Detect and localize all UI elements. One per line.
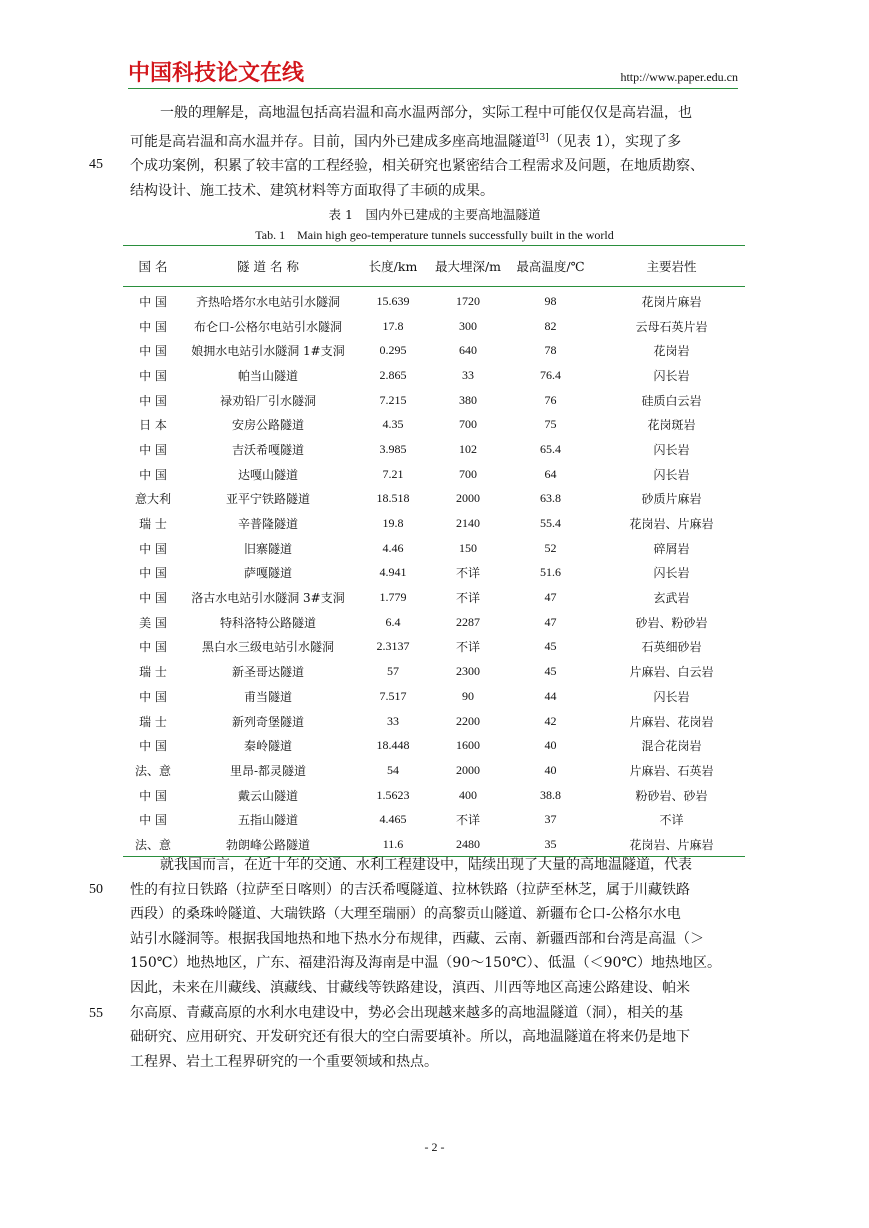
cell-country: 美 国 [139,615,167,630]
cell-max-temp: 52 [544,540,557,555]
cell-country: 中 国 [139,467,167,482]
cell-depth: 2287 [456,614,480,629]
cell-depth: 400 [459,787,477,802]
cell-country: 中 国 [139,689,167,704]
cell-max-temp: 38.8 [540,787,561,802]
cell-depth: 2140 [456,516,480,531]
table-row [123,511,745,536]
cell-country: 中 国 [139,566,167,581]
citation-ref[interactable]: [3] [536,132,549,143]
cell-lithology: 砂岩、粉砂岩 [635,615,708,630]
cell-country: 意大利 [134,492,171,507]
header-country: 国 名 [138,259,168,274]
table-row [123,561,745,586]
cell-country: 中 国 [139,591,167,606]
cell-depth: 380 [459,392,477,407]
text-line: 尔高原、青藏高原的水利水电建设中，势必会出现越来越多的高地温隧道（洞），相关的基 [130,1004,683,1021]
cell-depth: 2200 [456,713,480,728]
header-tunnel-name: 隧 道 名 称 [237,259,299,274]
table-row [123,684,745,709]
cell-lithology: 片麻岩、花岗岩 [629,714,714,729]
table-row [123,733,745,758]
cell-country: 中 国 [139,344,167,359]
text-line: 150℃）地热地区，广东、福建沿海及海南是中温（90～150℃）、低温（＜90℃）地热地区。 [130,955,722,972]
cell-max-temp: 44 [544,688,557,703]
cell-length: 2.3137 [376,639,410,654]
cell-length: 7.215 [379,392,407,407]
cell-depth: 不详 [455,591,480,606]
intro-paragraph [130,101,738,203]
header-divider [128,88,738,89]
cell-max-temp: 37 [544,812,557,827]
cell-max-temp: 76.4 [540,367,561,382]
cell-max-temp: 78 [544,343,557,358]
cell-depth: 700 [459,466,477,481]
cell-depth: 2000 [456,491,480,506]
cell-length: 33 [387,713,399,728]
cell-lithology: 玄武岩 [653,591,690,606]
cell-tunnel-name: 齐热哈塔尔水电站引水隧洞 [195,294,340,309]
cell-length: 1.779 [379,590,407,605]
cell-depth: 33 [462,367,474,382]
table-row [123,388,745,413]
table-row [123,363,745,388]
text-line: 工程界、岩土工程界研究的一个重要领域和热点。 [130,1053,438,1070]
cell-max-temp: 63.8 [540,491,561,506]
text-line: 个成功案例，积累了较丰富的工程经验，相关研究也紧密结合工程需求及问题，在地质勘察、 [130,158,704,175]
table-header-row [123,246,745,286]
journal-url[interactable]: http://www.paper.edu.cn [620,70,738,84]
cell-max-temp: 45 [544,664,557,679]
cell-lithology: 花岗片麻岩 [641,294,702,309]
text-line-part: 可能是高岩温和高水温并存。目前，国内外已建成多座高地温隧道 [130,133,536,150]
cell-length: 3.985 [379,441,407,456]
cell-length: 18.448 [376,738,410,753]
cell-lithology: 片麻岩、白云岩 [629,665,714,680]
cell-country: 中 国 [139,319,167,334]
text-line: 站引水隧洞等。根据我国地热和地下热水分布规律，西藏、云南、新疆西部和台湾是高温（＞ [130,930,704,947]
cell-depth: 102 [459,441,477,456]
text-line: 结构设计、施工技术、建筑材料等方面取得了丰硕的成果。 [130,182,494,199]
cell-max-temp: 76 [544,392,557,407]
table-row [123,437,745,462]
cell-lithology: 闪长岩 [653,442,690,457]
journal-logo: 中国科技论文在线 [128,61,305,86]
cell-country: 法、意 [134,837,171,852]
header-max-temp: 最高温度/℃ [516,259,585,274]
cell-depth: 700 [459,417,477,432]
table-row [123,314,745,339]
cell-length: 18.518 [376,491,410,506]
text-line: 因此，未来在川藏线、滇藏线、甘藏线等铁路建设，滇西、川西等地区高速公路建设、帕米 [130,979,690,996]
cell-depth: 2480 [456,836,480,851]
cell-lithology: 片麻岩、石英岩 [629,763,714,778]
cell-country: 中 国 [139,294,167,309]
cell-lithology: 混合花岗岩 [641,739,702,754]
cell-tunnel-name: 旧寨隧道 [243,541,292,556]
cell-tunnel-name: 新圣哥达隧道 [231,665,304,680]
cell-tunnel-name: 帕当山隧道 [237,368,298,383]
cell-max-temp: 98 [544,293,557,308]
line-number: 55 [89,1006,103,1021]
cell-length: 1.5623 [376,787,410,802]
table-row [123,462,745,487]
header-depth: 最大埋深/m [434,259,502,274]
cell-tunnel-name: 新列奇堡隧道 [231,714,304,729]
cell-length: 7.21 [382,466,404,481]
text-line: 就我国而言，在近十年的交通、水利工程建设中，陆续出现了大量的高地温隧道，代表 [160,857,692,873]
cell-lithology: 碎屑岩 [653,541,690,556]
table-row [123,783,745,808]
cell-lithology: 闪长岩 [653,368,690,383]
cell-length: 4.941 [379,565,407,580]
line-number: 50 [89,882,103,897]
cell-tunnel-name: 吉沃希嘎隧道 [231,442,304,457]
cell-length: 15.639 [376,293,410,308]
cell-lithology: 闪长岩 [653,566,690,581]
cell-depth: 640 [459,343,477,358]
cell-tunnel-name: 辛普隆隧道 [237,517,298,532]
cell-country: 中 国 [139,368,167,383]
table-row [123,338,745,363]
cell-max-temp: 75 [544,417,557,432]
table-row [123,289,745,314]
cell-country: 中 国 [139,393,167,408]
cell-lithology: 硅质白云岩 [641,393,702,408]
cell-country: 中 国 [139,442,167,457]
cell-tunnel-name: 甫当隧道 [243,689,292,704]
cell-length: 2.865 [379,367,407,382]
cell-tunnel-name: 戴云山隧道 [237,788,298,803]
cell-depth: 150 [459,540,477,555]
cell-length: 19.8 [382,516,404,531]
table-row [123,487,745,512]
cell-tunnel-name: 达嘎山隧道 [237,467,298,482]
cell-lithology: 闪长岩 [653,689,690,704]
cell-depth: 不详 [455,813,480,828]
cell-depth: 90 [462,688,474,703]
cell-max-temp: 47 [544,614,557,629]
cell-country: 瑞 士 [139,714,167,729]
cell-max-temp: 47 [544,590,557,605]
cell-length: 7.517 [379,688,407,703]
table-row [123,709,745,734]
cell-lithology: 云母石英片岩 [635,319,708,334]
cell-country: 中 国 [139,788,167,803]
cell-max-temp: 51.6 [540,565,561,580]
cell-depth: 不详 [455,566,480,581]
header-lithology: 主要岩性 [646,259,697,274]
table-caption-cn: 表 1 国内外已建成的主要高地温隧道 [328,207,541,222]
table-row [123,659,745,684]
cell-lithology: 石英细砂岩 [641,640,702,655]
cell-country: 中 国 [139,739,167,754]
text-line: 础研究、应用研究、开发研究还有很大的空白需要填补。所以，高地温隧道在将来仍是地下 [130,1029,690,1046]
cell-lithology: 不详 [659,813,684,828]
cell-depth: 300 [459,318,477,333]
line-number: 45 [89,157,103,172]
cell-max-temp: 40 [544,738,557,753]
cell-length: 6.4 [385,614,401,629]
cell-depth: 2000 [456,762,480,777]
table-body [123,289,745,857]
table-row [123,610,745,635]
cell-tunnel-name: 黑白水三级电站引水隧洞 [201,640,334,655]
cell-tunnel-name: 里昂-都灵隧道 [229,763,307,778]
cell-lithology: 砂质片麻岩 [641,492,702,507]
cell-lithology: 花岗岩、片麻岩 [629,837,714,852]
cell-tunnel-name: 秦岭隧道 [243,739,292,754]
cell-max-temp: 40 [544,762,557,777]
cell-tunnel-name: 禄劝铅厂引水隧洞 [219,393,316,408]
cell-tunnel-name: 娘拥水电站引水隧洞 1#支洞 [191,344,345,359]
tunnel-table [123,245,745,857]
cell-country: 瑞 士 [139,665,167,680]
cell-tunnel-name: 布仑口-公格尔电站引水隧洞 [193,319,343,334]
cell-length: 0.295 [379,343,407,358]
cell-max-temp: 64 [544,466,557,481]
cell-country: 日 本 [139,418,167,433]
cell-country: 中 国 [139,541,167,556]
table-row [123,758,745,783]
table-caption-en: Tab. 1 Main high geo-temperature tunnels successfully built in the world [255,228,614,242]
cell-tunnel-name: 特科洛特公路隧道 [219,615,316,630]
page-number: - 2 - [424,1140,445,1154]
cell-length: 11.6 [382,836,404,851]
cell-lithology: 花岗岩 [653,344,690,359]
cell-country: 中 国 [139,813,167,828]
cell-max-temp: 55.4 [540,516,561,531]
cell-depth: 2300 [456,664,480,679]
cell-country: 中 国 [139,640,167,655]
cell-tunnel-name: 五指山隧道 [237,813,298,828]
cell-length: 17.8 [382,318,404,333]
table-row [123,412,745,437]
cell-country: 瑞 士 [139,517,167,532]
text-line: 性的有拉日铁路（拉萨至日喀则）的吉沃希嘎隧道、拉林铁路（拉萨至林芝，属于川藏铁路 [130,881,690,898]
table-row [123,585,745,610]
cell-tunnel-name: 亚平宁铁路隧道 [225,492,310,507]
cell-lithology: 闪长岩 [653,467,690,482]
cell-max-temp: 82 [544,318,557,333]
cell-tunnel-name: 勃朗峰公路隧道 [225,837,310,852]
cell-lithology: 花岗岩、片麻岩 [629,517,714,532]
cell-length: 4.46 [382,540,404,555]
cell-length: 4.465 [379,812,407,827]
cell-max-temp: 45 [544,639,557,654]
cell-lithology: 花岗斑岩 [647,418,696,433]
cell-tunnel-name: 安房公路隧道 [231,418,304,433]
cell-lithology: 粉砂岩、砂岩 [635,788,708,803]
text-line-part: （见表 1），实现了多 [548,133,682,150]
cell-depth: 1720 [456,293,480,308]
text-line: 一般的理解是，高地温包括高岩温和高水温两部分，实际工程中可能仅仅是高岩温，也 [160,105,692,121]
cell-depth: 不详 [455,640,480,655]
cell-max-temp: 42 [544,713,557,728]
cell-country: 法、意 [134,763,171,778]
header-length: 长度/km [368,259,418,274]
table-row [123,635,745,660]
cell-length: 54 [387,762,399,777]
cell-length: 4.35 [382,417,404,432]
table-row [123,807,745,832]
cell-tunnel-name: 萨嘎隧道 [243,566,292,581]
cell-max-temp: 65.4 [540,441,561,456]
discussion-paragraph [130,853,738,1074]
text-line [130,126,738,155]
table-row [123,536,745,561]
text-line: 西段）的桑珠岭隧道、大瑞铁路（大理至瑞丽）的高黎贡山隧道、新疆布仑口-公格尔水电 [130,906,681,923]
cell-depth: 1600 [456,738,480,753]
cell-max-temp: 35 [544,836,557,851]
cell-length: 57 [387,664,399,679]
cell-tunnel-name: 洛古水电站引水隧洞 3#支洞 [191,591,345,606]
